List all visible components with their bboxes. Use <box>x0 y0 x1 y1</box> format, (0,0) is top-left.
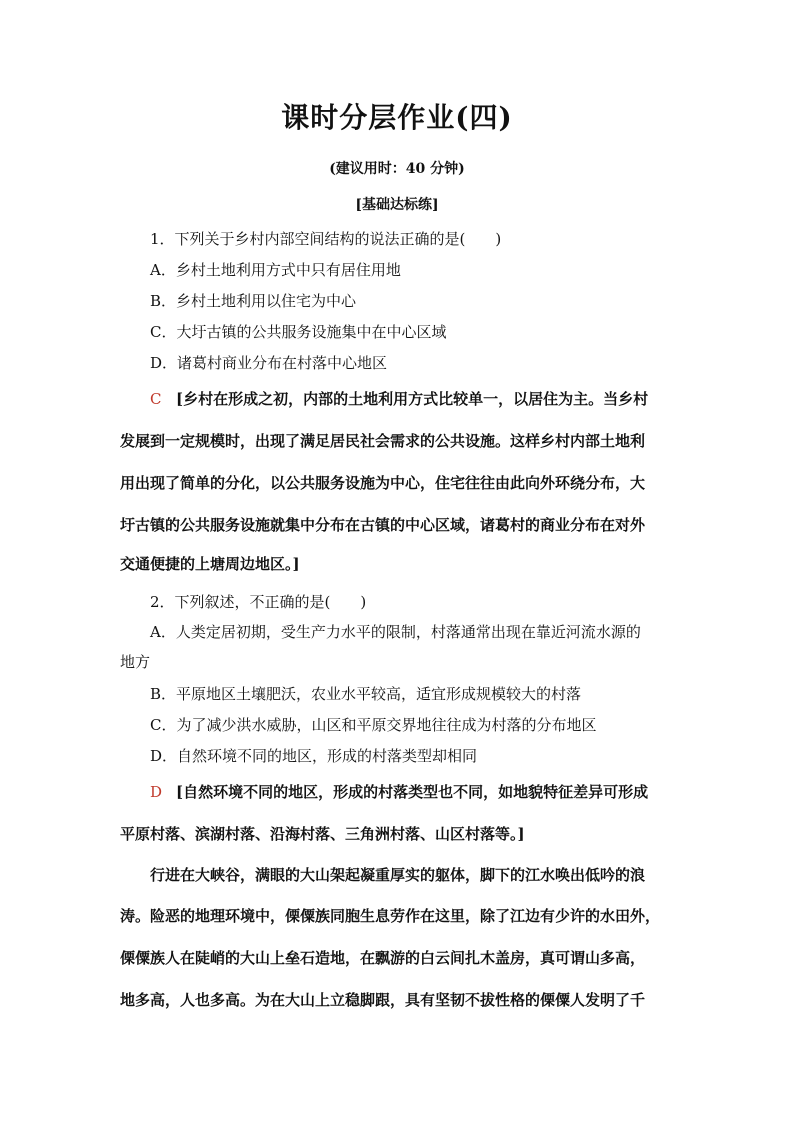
q2-answer-line <box>150 781 648 802</box>
q2-answer-letter: D <box>150 783 163 801</box>
q1-option-c: C．大圩古镇的公共服务设施集中在中心区域 <box>150 323 447 341</box>
q1-explain-3: 用出现了简单的分化，以公共服务设施为中心，住宅往往由此向外环绕分布，大 <box>120 474 646 492</box>
time-suggestion: (建议用时：40 分钟) <box>329 161 465 177</box>
page-title: 课时分层作业(四) <box>281 101 513 134</box>
q2-explain-2: 平原村落、滨湖村落、沿海村落、三角洲村落、山区村落等。] <box>120 825 525 843</box>
passage-line-3: 傈僳族人在陡峭的大山上垒石造地，在飘游的白云间扎木盖房，真可谓山多高， <box>120 949 646 967</box>
passage-line-1: 行进在大峡谷，满眼的大山架起凝重厚实的躯体，脚下的江水唤出低吟的浪 <box>150 866 646 884</box>
passage-line-2: 涛。险恶的地理环境中，傈僳族同胞生息劳作在这里，除了江边有少许的水田外， <box>120 907 661 925</box>
q2-option-c: C．为了减少洪水威胁，山区和平原交界地往往成为村落的分布地区 <box>150 716 597 734</box>
q1-option-d: D．诸葛村商业分布在村落中心地区 <box>150 354 388 372</box>
q2-option-a-cont: 地方 <box>120 653 151 671</box>
section-heading: [基础达标练] <box>355 197 439 213</box>
q2-stem: 2．下列叙述，不正确的是( ) <box>150 593 367 611</box>
passage-line-4: 地多高，人也多高。为在大山上立稳脚跟，具有坚韧不拔性格的傈僳人发明了千 <box>120 991 646 1009</box>
q1-explain-4: 圩古镇的公共服务设施就集中分布在古镇的中心区域，诸葛村的商业分布在对外 <box>120 516 646 534</box>
q1-explain-5: 交通便捷的上塘周边地区。] <box>120 555 300 573</box>
q1-option-b: B．乡村土地利用以住宅为中心 <box>150 292 357 310</box>
q1-answer-letter: C <box>150 390 162 408</box>
q1-answer-line <box>150 388 648 409</box>
q2-option-a: A．人类定居初期，受生产力水平的限制，村落通常出现在靠近河流水源的 <box>150 623 641 641</box>
q1-explain-2: 发展到一定规模时，出现了满足居民社会需求的公共设施。这样乡村内部土地利 <box>120 432 646 450</box>
q1-stem: 1．下列关于乡村内部空间结构的说法正确的是( ) <box>150 230 502 248</box>
q2-explain-1: [自然环境不同的地区，形成的村落类型也不同，如地貌特征差异可形成 <box>176 783 649 801</box>
q2-option-d: D．自然环境不同的地区，形成的村落类型却相同 <box>150 747 478 765</box>
q1-explain-1: [乡村在形成之初，内部的土地利用方式比较单一，以居住为主。当乡村 <box>176 390 649 408</box>
q1-option-a: A．乡村土地利用方式中只有居住用地 <box>150 261 401 279</box>
q2-option-b: B．平原地区土壤肥沃，农业水平较高，适宜形成规模较大的村落 <box>150 685 582 703</box>
